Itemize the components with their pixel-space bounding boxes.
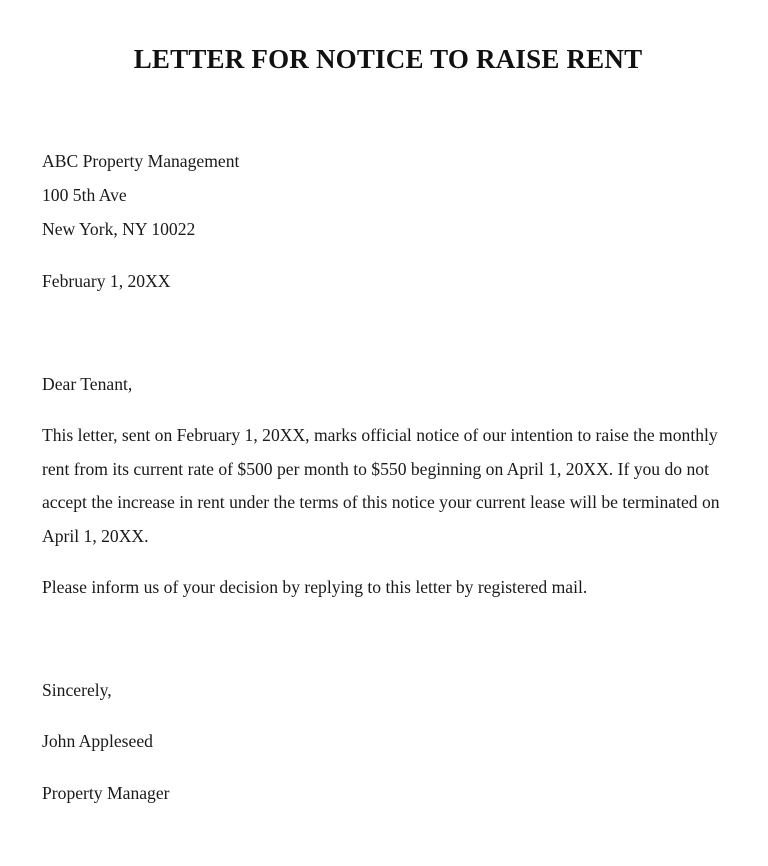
body-paragraph-1: This letter, sent on February 1, 20XX, marks official notice of our intention to raise the monthly rent from its current rate of $500 per month to $550 beginning on April 1, 20XX. If you do not accept the increase in rent under the terms of this notice your current lease will be terminated on April 1, 20XX. — [42, 425, 720, 546]
sender-street: 100 5th Ave — [42, 185, 127, 205]
letter-date: February 1, 20XX — [42, 271, 171, 291]
salutation: Dear Tenant, — [42, 374, 133, 394]
closing: Sincerely, — [42, 680, 112, 700]
body-paragraph-2: Please inform us of your decision by replying to this letter by registered mail. — [42, 577, 588, 597]
signer-name: John Appleseed — [42, 731, 153, 751]
letter-title: LETTER FOR NOTICE TO RAISE RENT — [133, 44, 643, 74]
signer-title: Property Manager — [42, 783, 170, 803]
sender-company: ABC Property Management — [42, 151, 240, 171]
sender-city-state-zip: New York, NY 10022 — [42, 219, 196, 239]
